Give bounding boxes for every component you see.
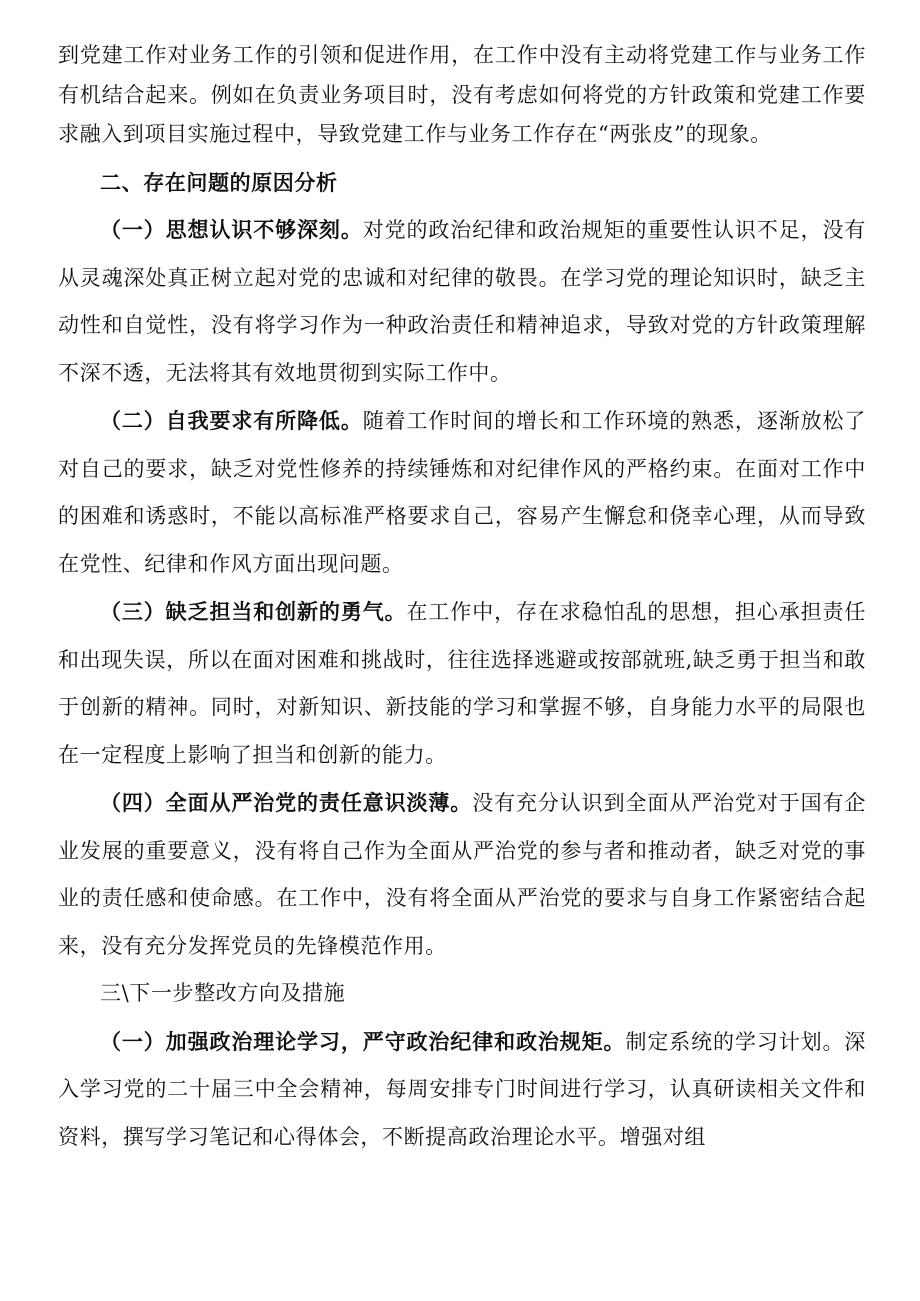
document-page (58, 36, 866, 1161)
section-heading-3: 三\下一步整改方向及措施 (100, 981, 346, 1005)
paragraph-cause-2-body: 随着工作时间的增长和工作环境的熟悉，逐渐放松了对自己的要求，缺乏对党性修养的持续锤炼和对纪律作风的严格约束。在面对工作中的困难和诱惑时，不能以高标准严格要求自己，容易产生懈怠和侥幸心理，从而导致在党性、纪律和作风方面出现问题。 (58, 409, 866, 576)
paragraph-cause-4-lead: （四）全面从严治党的责任意识淡薄。 (100, 790, 473, 815)
paragraph-cause-1-lead: （一）思想认识不够深刻。 (100, 217, 363, 242)
paragraph-cause-3-body: 在工作中，存在求稳怕乱的思想，担心承担责任和出现失误，所以在面对困难和挑战时，往往选择逃避或按部就班,缺乏勇于担当和敢于创新的精神。同时，对新知识、新技能的学习和掌握不够，自身能力水平的局限也在一定程度上影响了担当和创新的能力。 (58, 600, 866, 767)
paragraph-cause-4-body: 没有充分认识到全面从严治党对于国有企业发展的重要意义，没有将自己作为全面从严治党的参与者和推动者，缺乏对党的事业的责任感和使命感。在工作中，没有将全面从严治党的要求与自身工作紧密结合起来，没有充分发挥党员的先锋模范作用。 (58, 791, 866, 958)
paragraph-cause-1-body: 对党的政治纪律和政治规矩的重要性认识不足，没有从灵魂深处真正树立起对党的忠诚和对纪律的敬畏。在学习党的理论知识时，缺乏主动性和自觉性，没有将学习作为一种政治责任和精神追求，导致对党的方针政策理解不深不透，无法将其有效地贯彻到实际工作中。 (58, 218, 866, 385)
paragraph-measure-1-lead: （一）加强政治理论学习，严守政治纪律和政治规矩。 (100, 1028, 626, 1054)
paragraph-cause-3 (58, 588, 866, 779)
paragraph-measure-1 (58, 1018, 866, 1162)
paragraph-measure-1-body: 制定系统的学习计划。深入学习党的二十届三中全会精神，每周安排专门时间进行学习，认真研读相关文件和资料，撰写学习笔记和心得体会，不断提高政治理论水平。增强对组 (58, 1029, 866, 1149)
paragraph-cause-3-lead: （三）缺乏担当和创新的勇气。 (100, 599, 407, 624)
paragraph-cause-2 (58, 397, 866, 588)
paragraph-cause-4 (58, 779, 866, 970)
section-heading-2: 二、存在问题的原因分析 (100, 169, 338, 195)
paragraph-cause-2-lead: （二）自我要求有所降低。 (100, 408, 363, 433)
paragraph-cause-1 (58, 206, 866, 397)
paragraph-continuation: 到党建工作对业务工作的引领和促进作用，在工作中没有主动将党建工作与业务工作有机结合起来。例如在负责业务项目时，没有考虑如何将党的方针政策和党建工作要求融入到项目实施过程中，导致党建工作与业务工作存在“两张皮”的现象。 (58, 43, 866, 146)
